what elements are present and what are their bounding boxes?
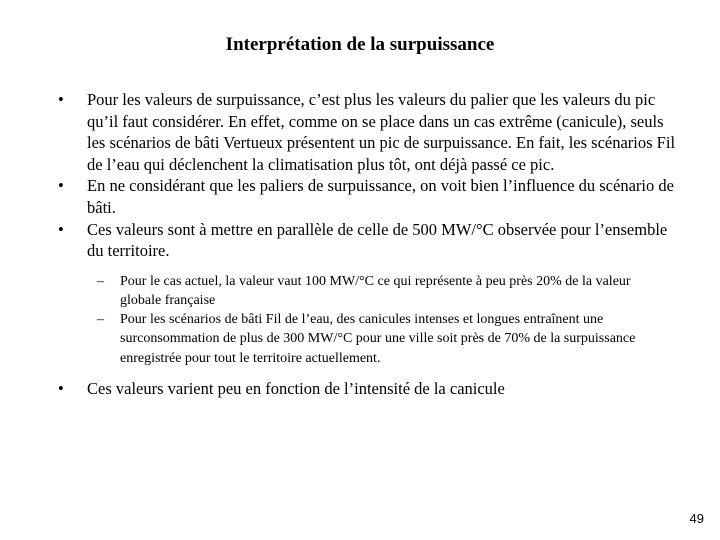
bullet-text: Ces valeurs sont à mettre en parallèle de celle de 500 MW/°C observée pour l’ensemble du territoire. — [87, 219, 668, 261]
sub-bullet-marker: – — [97, 312, 104, 328]
bullet-item — [56, 89, 676, 175]
sub-bullet-text: Pour le cas actuel, la valeur vaut 100 MW/°C ce qui représente à peu près 20% de la valeur globale française — [120, 273, 631, 308]
sub-bullet-list — [96, 272, 656, 368]
bullet-text: En ne considérant que les paliers de surpuissance, on voit bien l’influence du scénario de bâti. — [87, 176, 674, 217]
sub-bullet-item — [96, 272, 656, 310]
sub-bullet-item — [96, 310, 656, 368]
sub-bullet-text: Pour les scénarios de bâti Fil de l’eau, des canicules intenses et longues entraînent une surconsommation de plus de 300 MW/°C pour une ville soit près de 70% de la surpuissance enregistrée pour tout le territoire actuellement. — [120, 312, 636, 366]
page-number: 49 — [689, 511, 704, 526]
bullet-marker: • — [58, 176, 64, 196]
bullet-marker: • — [58, 90, 64, 109]
sub-bullet-marker: – — [97, 273, 104, 289]
slide-content — [56, 89, 676, 399]
slide-title: Interprétation de la surpuissance — [225, 34, 495, 55]
bullet-item — [56, 219, 676, 262]
bullet-text: Ces valeurs varient peu en fonction de l’intensité de la canicule — [87, 378, 505, 398]
bullet-marker: • — [58, 378, 64, 398]
bullet-item — [56, 378, 676, 400]
bullet-text: Pour les valeurs de surpuissance, c’est plus les valeurs du palier que les valeurs du pic qu’il faut considérer. En effet, comme on se place dans un cas extrême (canicule), seuls les scénarios de bâti Vertueux présentent un pic de surpuissance. En fait, les scénarios Fil de l’eau qui déclenchent la climatisation plus tôt, ont déjà passé ce pic. — [87, 90, 676, 174]
bullet-marker: • — [58, 219, 64, 239]
bullet-item — [56, 175, 676, 218]
